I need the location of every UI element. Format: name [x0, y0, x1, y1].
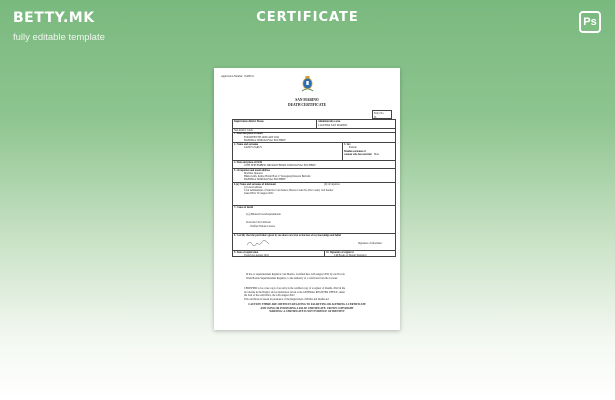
field-sex-label: 3. Sex	[344, 142, 351, 146]
field-death-date-value: FOURTEENTH JANUARY 2022	[244, 135, 280, 139]
field-cause-value-3: Verified Variant Cerosis	[250, 224, 275, 228]
field-informant-issued: Issued Bolv 02 August 2022	[244, 192, 274, 195]
field-occupation-value: Machine Operator	[244, 172, 263, 175]
field-cause-label: 7. Cause of death	[234, 205, 254, 209]
field-death-date-label: 1. Date and place of death	[234, 132, 263, 135]
page-title: CERTIFICATE	[256, 10, 359, 25]
field-cause-value-2: II Alcohol Tal Cirrhosis	[246, 221, 271, 224]
field-informant-label: 6.(a) Name and surname of informant	[234, 182, 276, 186]
field-informant-address-label: (c) Usual address	[244, 186, 263, 189]
field-registration-date-value: Twenty Ist August 2022	[244, 253, 269, 257]
field-registration-date-label: 9. Date of registration	[234, 250, 259, 254]
field-sex-value: Female	[349, 146, 357, 149]
sub-district: Sub-district Calda	[234, 128, 253, 132]
certificate-document	[214, 68, 400, 330]
field-address-value: Bilkin Glim, Kahpo Bolini Bozi 17 Kanagang Detserie Berbelle	[244, 175, 311, 178]
brand-logo: BETTY.MK	[13, 10, 95, 26]
field-informant-address-value: Cord Aminiumant of Sent Ku Coin Stekce, Burton Count No The County Cult Karber	[244, 189, 334, 192]
field-informant-occupation: (b) Occupation	[324, 182, 340, 186]
footnote-2: Wade Bosnia Superintendent Registrar, to the authority of a certificate from the Coroner	[246, 276, 338, 280]
warning-line-2: AND USING OR POSSESSING A FALSE CERTIFICATE. CROWN COPYRIGHT	[260, 306, 354, 310]
entry-box	[372, 110, 392, 119]
warning-line-1: CAUTION: THERE ARE OFFENCES RELATING TO FALSIFYING OR ALTERING A CERTIFICATE	[248, 303, 366, 306]
registration-district: Registration district Bosno	[234, 120, 264, 123]
entry-label: Entry No.	[374, 112, 385, 115]
certified-line-2: in Calenda in the District above mentioned. Given at the GENERAL REGISTER OFFICE, under	[244, 290, 345, 294]
field-birth-value: 19TH SEPTEMBER 1966 PAOTERSKI TORO KOVAL EOCHERY	[244, 164, 316, 167]
admin-area-label: Administrative area	[318, 120, 341, 123]
certified-line-3: the Seal of the said Office, the 12th August 2022	[244, 294, 295, 297]
certified-line-1: CERTIFIED to be a true copy of an entry in the certified copy of a register of Deaths, 2022 in the	[244, 287, 346, 290]
warning-line-3: WARNING: A CERTIFICATE IS NOT EVIDENCE OF IDENTITY	[269, 310, 345, 313]
field-name-label: 2. Name and surname	[234, 142, 259, 146]
certified-line-4: This certificate is issued in pursuance of the Registration of Births and Deaths Act	[244, 297, 330, 301]
field-occupation-label: 5. Occupation and usual address	[234, 168, 270, 172]
brand-tagline: fully editable template	[13, 32, 105, 43]
application-number: Application Number: 15289511	[221, 75, 255, 78]
field-informant-signature-label: Signature of informant	[358, 242, 382, 245]
field-cause-value-1: I (a) Bilateral bronchopneumonia	[246, 213, 281, 216]
field-death-place-value: BAERSKA TRIKOGOVAL EOCHERY	[244, 138, 286, 142]
field-registrar-label: 10. Signature of registrar	[326, 250, 354, 254]
footnote-1: In the a.t superintendent Registrar, San Marino, Certified here 12th August 2022 by san Nocole	[246, 273, 345, 276]
photoshop-icon	[579, 11, 601, 33]
field-maiden-label: Maiden surname of woman who has married	[344, 150, 372, 156]
informant-signature	[246, 239, 270, 247]
certificate-heading: DEATH CERTIFICATE	[288, 102, 326, 107]
coat-of-arms-icon	[300, 75, 315, 93]
admin-area-value: CALENDA SAN MARINO	[318, 123, 348, 127]
country-heading: SAN MARINO	[295, 98, 319, 102]
field-name-value: ZANUS ZARUS	[244, 146, 262, 149]
field-certify-label: 8. I certify that the particulars given by me above are true to the best of my knowledge and belief	[234, 233, 342, 237]
photoshop-icon-label: Ps	[583, 16, 597, 28]
field-maiden-value: Mok	[374, 153, 379, 156]
entry-value: 01	[374, 115, 377, 119]
field-address-value-2: BAERSKA TRIKOGOVAL EOCHERY	[244, 178, 286, 181]
field-birth-label: 4. Date and place of birth	[234, 160, 263, 164]
field-registrar-value: CM Bosko of Deputy Registrar	[334, 253, 367, 257]
